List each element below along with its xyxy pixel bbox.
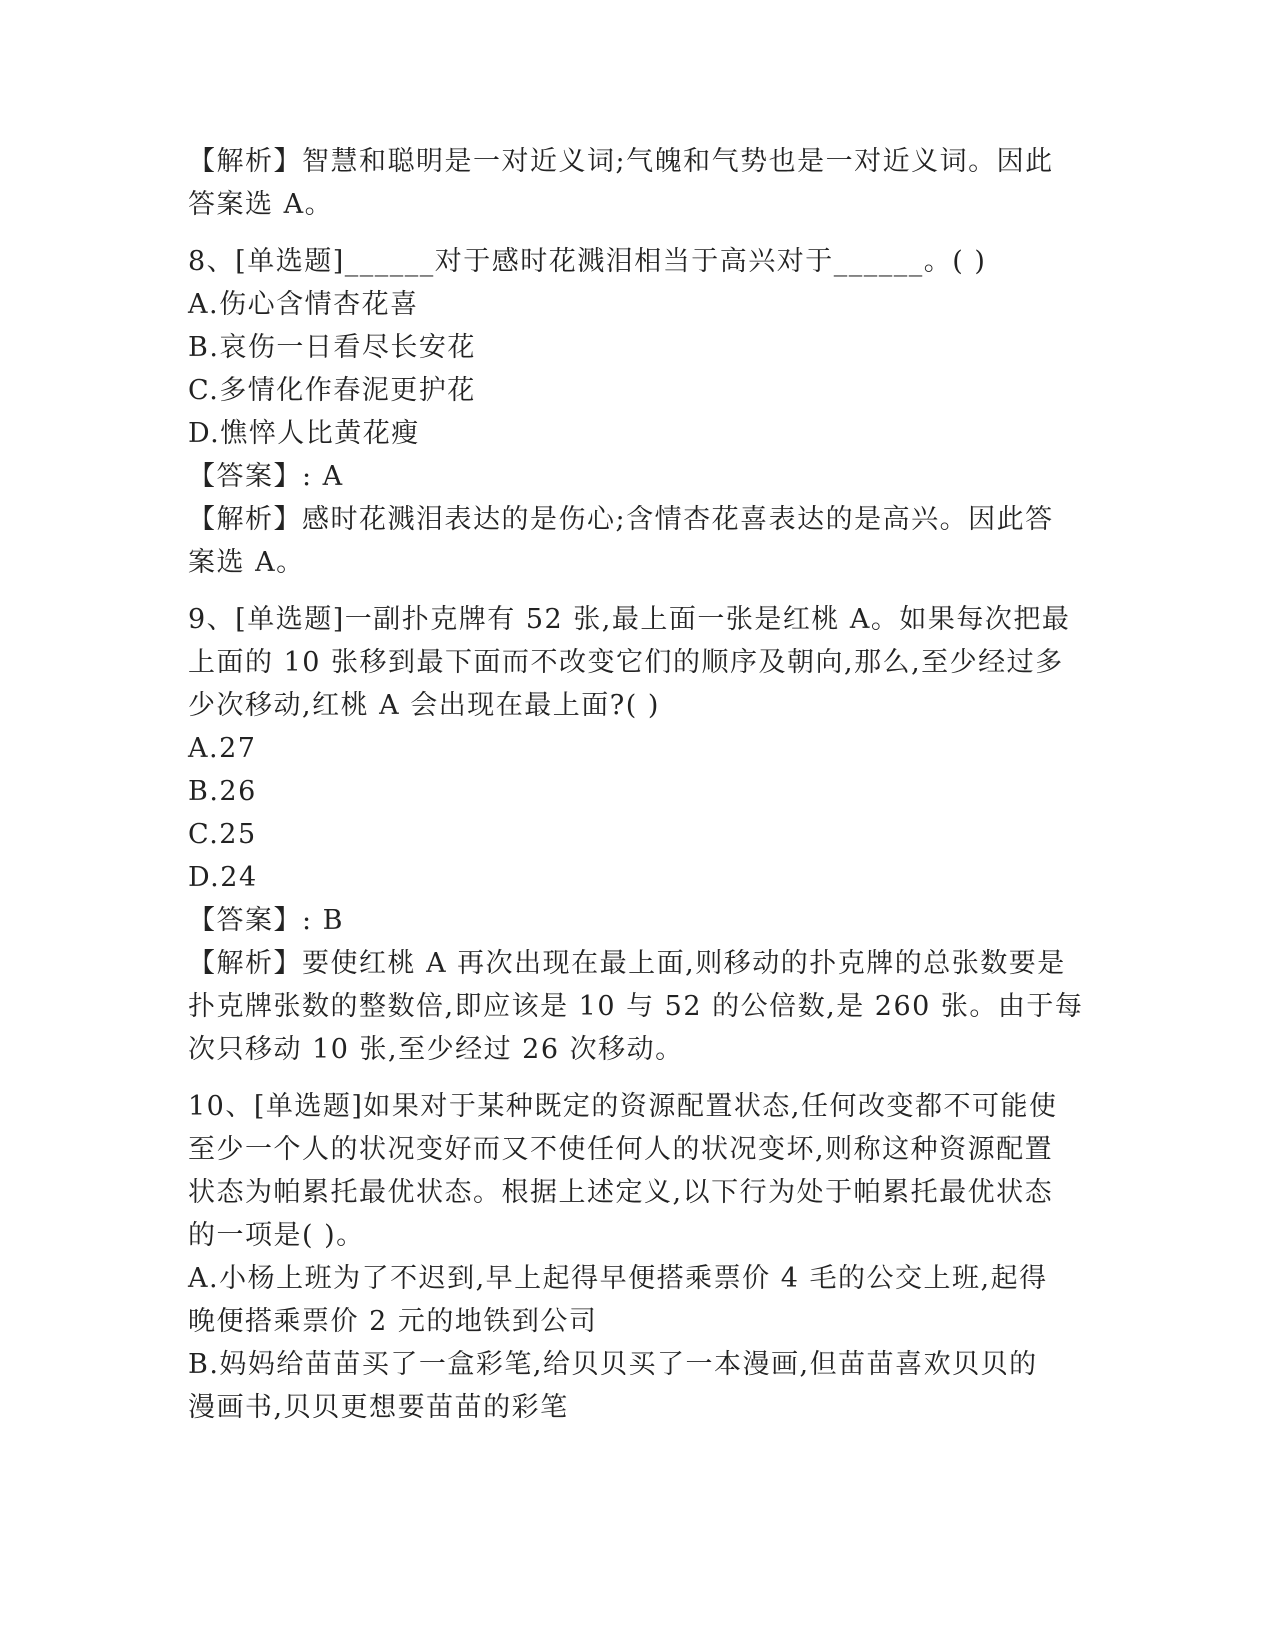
question-9 (188, 598, 1088, 727)
text-line: 案选 A。 (188, 547, 305, 578)
text-line: 【解析】感时花溅泪表达的是伤心;含情杏花喜表达的是高兴。因此答 (188, 504, 1054, 535)
analysis-q7 (188, 140, 1088, 226)
question-stem: 少次移动,红桃 A 会出现在最上面?( ) (188, 690, 660, 721)
question-10 (188, 1085, 1088, 1257)
option-a (188, 1257, 1088, 1343)
question-stem: 上面的 10 张移到最下面而不改变它们的顺序及朝向,那么,至少经过多 (188, 647, 1064, 678)
option-b (188, 770, 1088, 813)
option-text: B.哀伤一日看尽长安花 (188, 332, 476, 363)
option-text: A.伤心含情杏花喜 (188, 289, 419, 320)
option-text: B.妈妈给苗苗买了一盒彩笔,给贝贝买了一本漫画,但苗苗喜欢贝贝的 (188, 1349, 1038, 1380)
answer-text: 【答案】: A (188, 461, 344, 492)
option-text: 漫画书,贝贝更想要苗苗的彩笔 (188, 1392, 569, 1423)
question-stem: 9、[单选题]一副扑克牌有 52 张,最上面一张是红桃 A。如果每次把最 (188, 604, 1071, 635)
option-text: C.多情化作春泥更护花 (188, 375, 476, 406)
answer-q9 (188, 899, 1088, 942)
text-line: 答案选 A。 (188, 189, 334, 220)
option-b (188, 326, 1088, 369)
option-a (188, 283, 1088, 326)
text-line: 次只移动 10 张,至少经过 26 次移动。 (188, 1034, 684, 1065)
analysis-q8 (188, 498, 1088, 584)
option-b (188, 1343, 1088, 1429)
option-c (188, 369, 1088, 412)
option-d (188, 412, 1088, 455)
text-line: 【解析】智慧和聪明是一对近义词;气魄和气势也是一对近义词。因此 (188, 146, 1054, 177)
option-text: D.憔悴人比黄花瘦 (188, 418, 420, 449)
document-page (188, 140, 1088, 1429)
option-c (188, 813, 1088, 856)
option-text: D.24 (188, 862, 258, 893)
question-stem: 的一项是( )。 (188, 1220, 365, 1251)
question-stem: 8、[单选题]______对于感时花溅泪相当于高兴对于______。( ) (188, 246, 987, 277)
question-stem: 10、[单选题]如果对于某种既定的资源配置状态,任何改变都不可能使 (188, 1091, 1058, 1122)
question-8 (188, 240, 1088, 283)
option-text: A.小杨上班为了不迟到,早上起得早便搭乘票价 4 毛的公交上班,起得 (188, 1263, 1048, 1294)
analysis-q9 (188, 942, 1088, 1071)
option-a (188, 727, 1088, 770)
question-stem: 状态为帕累托最优状态。根据上述定义,以下行为处于帕累托最优状态 (188, 1177, 1054, 1208)
answer-text: 【答案】: B (188, 905, 345, 936)
answer-q8 (188, 455, 1088, 498)
question-stem: 至少一个人的状况变好而又不使任何人的状况变坏,则称这种资源配置 (188, 1134, 1054, 1165)
option-text: C.25 (188, 819, 257, 850)
option-text: B.26 (188, 776, 257, 807)
text-line: 扑克牌张数的整数倍,即应该是 10 与 52 的公倍数,是 260 张。由于每 (188, 991, 1084, 1022)
option-d (188, 856, 1088, 899)
option-text: 晚便搭乘票价 2 元的地铁到公司 (188, 1306, 598, 1337)
text-line: 【解析】要使红桃 A 再次出现在最上面,则移动的扑克牌的总张数要是 (188, 948, 1066, 979)
option-text: A.27 (188, 733, 257, 764)
